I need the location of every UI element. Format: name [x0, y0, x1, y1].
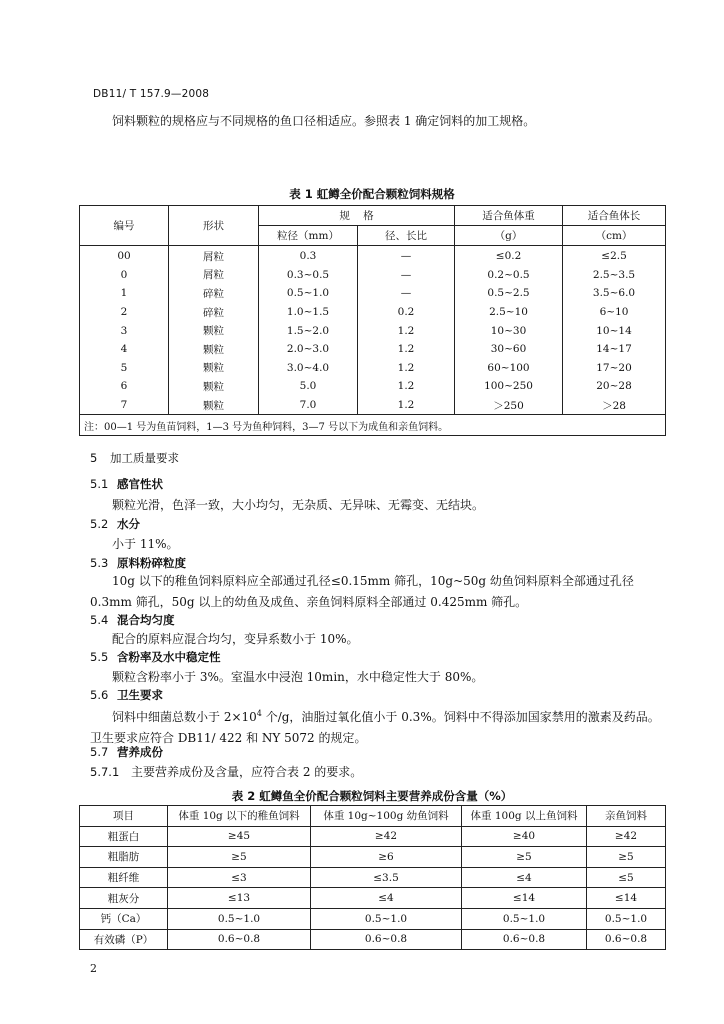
table-cell: 颗粒: [169, 359, 259, 378]
section-5-heading: [90, 450, 179, 466]
table1-header-weight-unit: （g）: [455, 226, 563, 246]
table-cell: 1.2: [358, 377, 455, 396]
table-row: [80, 303, 666, 322]
superscript: 4: [256, 709, 262, 718]
section-number: 5: [90, 451, 98, 465]
table-cell: 0.6~0.8: [168, 929, 311, 950]
section-number: 5.7: [90, 745, 109, 759]
table-cell: ≤4: [311, 888, 462, 909]
table-cell: ≤4: [462, 867, 587, 888]
table-row: [80, 266, 666, 285]
table-cell: 1.2: [358, 359, 455, 378]
text-fragment: 个/g，油脂过氧化值小于 0.3%。饲料中不得添加国家禁用的激素及药品。卫生要求应符合 DB11/ 422 和 NY 5072 的规定。: [90, 710, 660, 745]
table-cell: 0.5~1.0: [168, 908, 311, 929]
table-row: [80, 396, 666, 415]
table-cell: 17~20: [563, 359, 666, 378]
table-header: 体重 100g 以上鱼饲料: [462, 806, 587, 827]
section-5-3-text: 10g 以下的稚鱼饲料原料应全部通过孔径≤0.15mm 筛孔，10g~50g 幼鱼饲料原料全部通过孔径 0.3mm 筛孔，50g 以上的幼鱼及成鱼、亲鱼饲料原料全部通过 0.425mm 筛孔。: [90, 574, 634, 609]
table-cell: ≤0.2: [455, 246, 563, 266]
section-number: 5.2: [90, 517, 109, 531]
table1-note: 注：00—1 号为鱼苗饲料，1—3 号为鱼种饲料，3—7 号以下为成鱼和亲鱼饲料。: [80, 415, 666, 436]
section-number: 5.7.1: [90, 765, 120, 779]
section-title: 混合均匀度: [117, 613, 175, 627]
table-row: [80, 929, 666, 950]
section-5-2-text: 小于 11%。: [112, 537, 179, 551]
table2-caption: 表 2 虹鳟鱼全价配合颗粒饲料主要营养成份含量（%）: [231, 789, 513, 803]
table-cell: ≤5: [587, 867, 666, 888]
table-cell: ≤14: [587, 888, 666, 909]
table-cell: 6~10: [563, 303, 666, 322]
table-cell: 7.0: [259, 396, 358, 415]
table-cell: 3.0~4.0: [259, 359, 358, 378]
table1: [79, 205, 666, 436]
section-number: 5.5: [90, 650, 109, 664]
table-cell: 60~100: [455, 359, 563, 378]
table-cell: 粗脂肪: [80, 847, 168, 868]
table-cell: —: [358, 266, 455, 285]
table-cell: 00: [80, 246, 169, 266]
table1-header-length-unit: （cm）: [563, 226, 666, 246]
section-5-1-text: 颗粒光滑，色泽一致，大小均匀，无杂质、无异味、无霉变、无结块。: [112, 498, 485, 512]
table1-header-code: 编号: [80, 206, 169, 246]
page-number: 2: [90, 962, 97, 975]
text-fragment: 饲料中细菌总数小于 2×10: [112, 710, 257, 724]
table-cell: ≤3.5: [311, 867, 462, 888]
table-cell: ≤3: [168, 867, 311, 888]
table-cell: 3.5~6.0: [563, 284, 666, 303]
table-cell: 14~17: [563, 340, 666, 359]
table-cell: ≥45: [168, 826, 311, 847]
section-title: 加工质量要求: [110, 451, 179, 465]
table1-header-weight: 适合鱼体重: [455, 206, 563, 226]
table-row: [80, 908, 666, 929]
table-cell: ≤13: [168, 888, 311, 909]
table-cell: 碎粒: [169, 303, 259, 322]
table1-header-ratio: 径、长比: [358, 226, 455, 246]
table-header: 体重 10g~100g 幼鱼饲料: [311, 806, 462, 827]
section-5-4-text: 配合的原料应混合均匀，变异系数小于 10%。: [112, 632, 359, 646]
table-cell: ＞28: [563, 396, 666, 415]
intro-paragraph: 饲料颗粒的规格应与不同规格的鱼口径相适应。参照表 1 确定饲料的加工规格。: [112, 114, 536, 128]
table-cell: 2.0~3.0: [259, 340, 358, 359]
table-cell: 30~60: [455, 340, 563, 359]
table1-header-length: 适合鱼体长: [563, 206, 666, 226]
table-cell: 0.3~0.5: [259, 266, 358, 285]
table-cell: ≥42: [311, 826, 462, 847]
table-cell: 粗灰分: [80, 888, 168, 909]
table-header-row: [80, 806, 666, 827]
table-cell: ≥42: [587, 826, 666, 847]
table-cell: 钙（Ca）: [80, 908, 168, 929]
table-row: [80, 888, 666, 909]
table-header: 项目: [80, 806, 168, 827]
table-cell: —: [358, 284, 455, 303]
table-cell: 0.5~1.0: [259, 284, 358, 303]
section-title: 原料粉碎粒度: [117, 556, 186, 570]
table-cell: ≥5: [462, 847, 587, 868]
section-5-1-heading: [90, 476, 163, 492]
table-cell: 4: [80, 340, 169, 359]
section-5-7-heading: [90, 744, 163, 760]
table-cell: 有效磷（P）: [80, 929, 168, 950]
table1-caption: 表 1 虹鳟全价配合颗粒饲料规格: [289, 187, 455, 201]
section-title: 卫生要求: [117, 688, 163, 702]
table-cell: ≥40: [462, 826, 587, 847]
table-cell: 10~14: [563, 321, 666, 340]
table-cell: ＞250: [455, 396, 563, 415]
document-code: DB11/ T 157.9—2008: [93, 88, 210, 100]
table-cell: 碎粒: [169, 284, 259, 303]
section-5-5-heading: [90, 649, 221, 665]
table-cell: 0.5~1.0: [462, 908, 587, 929]
table-row: [80, 377, 666, 396]
table-cell: 20~28: [563, 377, 666, 396]
table-cell: 1.5~2.0: [259, 321, 358, 340]
table-cell: ≤14: [462, 888, 587, 909]
table-cell: ≥5: [168, 847, 311, 868]
table-cell: 0: [80, 266, 169, 285]
table-cell: ≥6: [311, 847, 462, 868]
table-cell: 1.2: [358, 396, 455, 415]
table-cell: 5: [80, 359, 169, 378]
table-cell: 5.0: [259, 377, 358, 396]
table-cell: 颗粒: [169, 340, 259, 359]
table1-header-diameter: 粒径（mm）: [259, 226, 358, 246]
table-cell: 0.6~0.8: [462, 929, 587, 950]
table-cell: 2: [80, 303, 169, 322]
table-row: [80, 340, 666, 359]
table-cell: ≥5: [587, 847, 666, 868]
table-cell: 屑粒: [169, 266, 259, 285]
table-cell: 1.0~1.5: [259, 303, 358, 322]
table-cell: 0.5~1.0: [587, 908, 666, 929]
section-title: 水分: [117, 517, 140, 531]
section-5-2-heading: [90, 516, 140, 532]
section-text: 主要营养成份及含量，应符合表 2 的要求。: [131, 765, 363, 779]
section-number: 5.6: [90, 688, 109, 702]
table-header: 亲鱼饲料: [587, 806, 666, 827]
table2: [79, 805, 666, 950]
table-cell: 2.5~3.5: [563, 266, 666, 285]
section-5-7-1: [90, 763, 362, 780]
table-cell: 0.2~0.5: [455, 266, 563, 285]
section-number: 5.3: [90, 556, 109, 570]
table-cell: 屑粒: [169, 246, 259, 266]
table-cell: 0.3: [259, 246, 358, 266]
table-cell: 3: [80, 321, 169, 340]
table-row: [80, 867, 666, 888]
section-5-6-heading: [90, 687, 163, 703]
table-cell: 颗粒: [169, 396, 259, 415]
table-cell: ≤2.5: [563, 246, 666, 266]
table-cell: 1.2: [358, 321, 455, 340]
table-cell: 颗粒: [169, 377, 259, 396]
table-cell: 0.6~0.8: [311, 929, 462, 950]
table-cell: 0.6~0.8: [587, 929, 666, 950]
section-number: 5.4: [90, 613, 109, 627]
table-row: [80, 826, 666, 847]
table-cell: 颗粒: [169, 321, 259, 340]
table-cell: 0.2: [358, 303, 455, 322]
table-cell: 10~30: [455, 321, 563, 340]
table-row: [80, 359, 666, 378]
section-5-5-text: 颗粒含粉率小于 3%。室温水中浸泡 10min，水中稳定性大于 80%。: [112, 670, 484, 684]
section-title: 营养成份: [117, 745, 163, 759]
table-cell: —: [358, 246, 455, 266]
section-title: 感官性状: [117, 477, 163, 491]
table-row: [80, 847, 666, 868]
table-header: 体重 10g 以下的稚鱼饲料: [168, 806, 311, 827]
table-cell: 0.5~2.5: [455, 284, 563, 303]
table-cell: 0.5~1.0: [311, 908, 462, 929]
section-number: 5.1: [90, 477, 109, 491]
section-5-3-heading: [90, 555, 186, 571]
table-cell: 粗纤维: [80, 867, 168, 888]
table1-header-spec: 规 格: [259, 206, 455, 226]
table-cell: 100~250: [455, 377, 563, 396]
table-cell: 粗蛋白: [80, 826, 168, 847]
table1-note-row: [80, 415, 666, 436]
table-cell: 7: [80, 396, 169, 415]
table1-header-shape: 形状: [169, 206, 259, 246]
table-cell: 2.5~10: [455, 303, 563, 322]
section-5-4-heading: [90, 612, 175, 628]
table-cell: 1.2: [358, 340, 455, 359]
table-cell: 6: [80, 377, 169, 396]
section-5-6-text: [90, 703, 660, 749]
table-cell: 1: [80, 284, 169, 303]
section-title: 含粉率及水中稳定性: [117, 650, 221, 664]
table-row: [80, 321, 666, 340]
table-row: [80, 246, 666, 266]
table-row: [80, 284, 666, 303]
